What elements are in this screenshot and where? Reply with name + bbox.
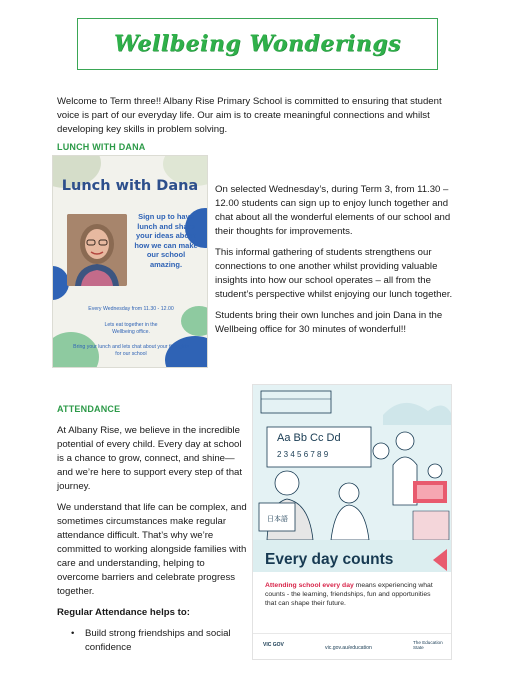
poster-bring: Bring your lunch and lets chat about your thoughts for our school: [73, 344, 189, 357]
poster-title: Lunch with Dana: [61, 178, 199, 194]
dana-photo: [67, 214, 127, 286]
triangle-decoration: [433, 549, 447, 571]
poster-when: Every Wednesday from 11.30 - 12.00: [88, 306, 174, 312]
lunch-poster: [52, 155, 208, 368]
page-title: Wellbeing Wonderings: [113, 31, 402, 57]
lunch-paragraph: This informal gathering of students strengthens our connections to one another whilst providing valuable insights into how our school operates – all from the student’s perspective whilst enjoying our lunch together.: [215, 247, 453, 300]
helps-label: Regular Attendance helps to:: [57, 607, 190, 618]
attendance-paragraph: At Albany Rise, we believe in the incredible potential of every child. Every day at school is a chance to grow, connect, and shine—and we’re here to support every step of that journey.: [57, 425, 243, 492]
vic-gov-logo: VIC GOV: [263, 642, 284, 648]
edc-footer: [253, 633, 452, 660]
edc-url: vic.gov.au/education: [325, 645, 372, 651]
classroom-illustration: [253, 385, 452, 540]
edc-heading: Every day counts: [265, 551, 394, 568]
title-box: [77, 18, 438, 70]
lunch-text: [215, 183, 453, 344]
benefits-list: [57, 627, 247, 655]
list-item: • Build strong friendships and social confidence: [71, 627, 247, 655]
lunch-paragraph: On selected Wednesday’s, during Term 3, from 11.30 – 12.00 students can sign up to enjoy lunch together and chat about all the wonderful elements of our school and their thoughts for improvements.: [215, 184, 451, 237]
lunch-paragraph: Students bring their own lunches and join Dana in the Wellbeing office for 30 minutes of wonderful!!: [215, 310, 443, 335]
edc-body: [265, 581, 443, 608]
lunch-heading: LUNCH WITH DANA: [57, 142, 146, 152]
edc-highlight: Attending school every day: [265, 582, 354, 589]
intro-text: Welcome to Term three!! Albany Rise Primary School is committed to ensuring that student voice is part of our everyday life. Our aim is to create meaningful connections and whilst developing key skills in problem solving.: [57, 96, 442, 135]
education-state-logo: The Education State: [413, 640, 443, 651]
attendance-paragraph: We understand that life can be complex, and sometimes circumstances make regular attendance difficult. That’s why we’re committed to working alongside families with care and understanding, helping to overcome barriers and celebrate progress together.: [57, 502, 247, 597]
every-day-counts-poster: [252, 384, 452, 660]
book-text: 日本語: [267, 515, 288, 523]
poster-blurb: Sign up to have lunch and share your ideas about how we can make our school amazing.: [134, 212, 198, 269]
attendance-heading: ATTENDANCE: [57, 404, 121, 414]
attendance-text: [57, 424, 247, 655]
edc-rest: means experiencing what counts - the learning, friendships, fun and opportunities that can shape their future.: [265, 582, 433, 607]
poster-where: Lets eat together in the Wellbeing office.: [104, 322, 158, 335]
board-letters: Aa Bb Cc Dd: [277, 432, 341, 444]
board-numbers: 2 3 4 5 6 7 8 9: [277, 450, 329, 459]
